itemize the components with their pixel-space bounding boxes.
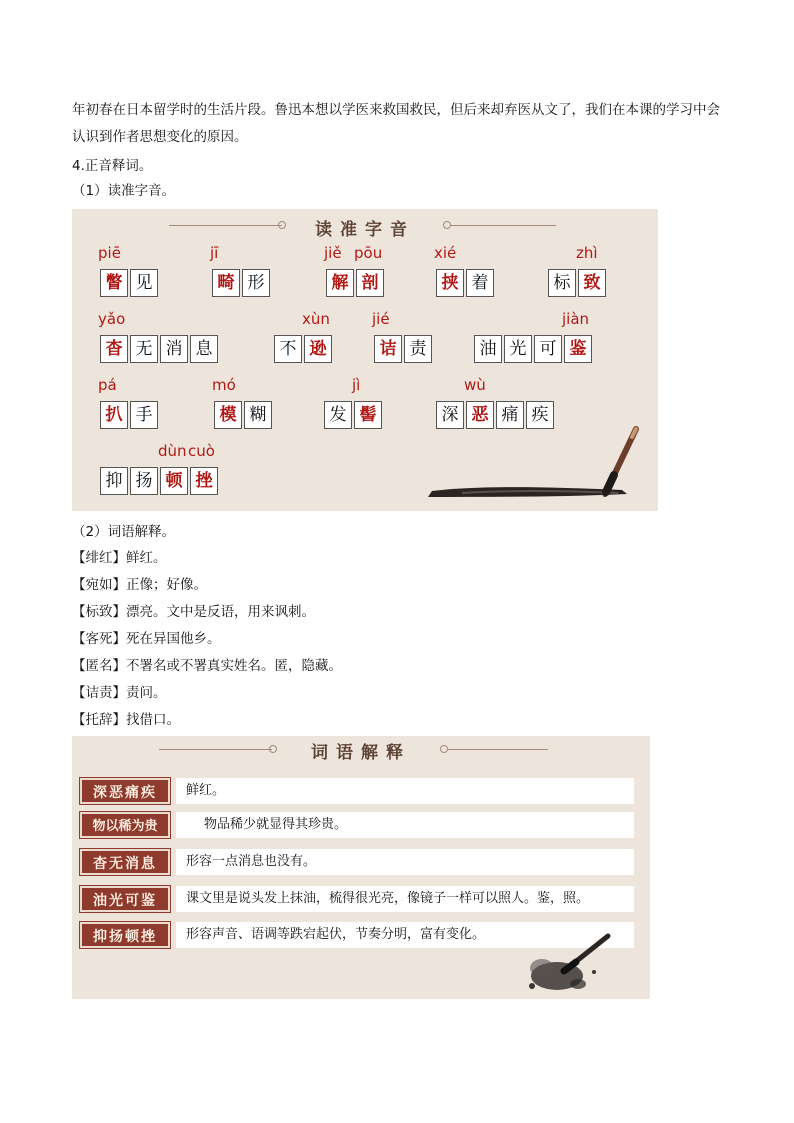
glossary-term: 【托辞】: [72, 712, 126, 728]
character-box: 无: [130, 335, 158, 363]
character-box: 可: [534, 335, 562, 363]
glossary-entry: [72, 575, 207, 595]
pinyin-label: mó: [212, 376, 236, 394]
character-box: 形: [242, 269, 270, 297]
term-label: 深恶痛疾: [80, 778, 170, 804]
pinyin-label: jī: [210, 244, 219, 262]
character-box: 标: [548, 269, 576, 297]
pinyin-label: pōu: [354, 244, 383, 262]
key-character-box: 鉴: [564, 335, 592, 363]
pinyin-label: xùn: [302, 310, 330, 328]
character-box: 见: [130, 269, 158, 297]
key-character-box: 致: [578, 269, 606, 297]
title-ornament-right: [443, 221, 451, 229]
glossary-term: 【诘责】: [72, 685, 126, 701]
term-definition: 课文里是说头发上抹油，梳得很光亮，像镜子一样可以照人。鉴，照。: [176, 886, 634, 912]
subsection-heading-2: （2）词语解释。: [72, 524, 176, 540]
key-character-box: 杳: [100, 335, 128, 363]
key-character-box: 髻: [354, 401, 382, 429]
title-rule-right: [451, 225, 556, 226]
pinyin-label: pá: [98, 376, 117, 394]
glossary-entry: [72, 683, 167, 703]
glossary-entry: [72, 656, 342, 676]
pinyin-label: xié: [434, 244, 457, 262]
character-box: 息: [190, 335, 218, 363]
character-box: 消: [160, 335, 188, 363]
glossary-definition: 不署名或不署真实姓名。匿，隐藏。: [126, 658, 342, 674]
key-character-box: 挫: [190, 467, 218, 495]
term-label: 物以稀为贵: [80, 812, 170, 838]
character-box: 深: [436, 401, 464, 429]
brush-icon: [422, 417, 658, 511]
title-ornament-right: [440, 745, 448, 753]
glossary-term: 【绯红】: [72, 550, 126, 566]
glossary-entry: [72, 629, 221, 649]
character-box: 痛: [496, 401, 524, 429]
glossary-term: 【客死】: [72, 631, 126, 647]
glossary-entry: [72, 710, 180, 730]
key-character-box: 瞥: [100, 269, 128, 297]
character-box: 不: [274, 335, 302, 363]
pinyin-label: jiě: [324, 244, 342, 262]
key-character-box: 诘: [374, 335, 402, 363]
explanation-panel: [72, 736, 650, 999]
glossary-term: 【匿名】: [72, 658, 126, 674]
section-heading: 4.正音释词。: [72, 158, 153, 174]
panel-title: 词语解释: [311, 743, 411, 763]
character-box: 扬: [130, 467, 158, 495]
glossary-entry: [72, 602, 315, 622]
glossary-entry: [72, 548, 167, 568]
glossary-term: 【标致】: [72, 604, 126, 620]
character-box: 油: [474, 335, 502, 363]
term-label: 油光可鉴: [80, 886, 170, 912]
term-label: 抑扬顿挫: [80, 922, 170, 948]
character-box: 糊: [244, 401, 272, 429]
key-character-box: 解: [326, 269, 354, 297]
glossary-definition: 死在异国他乡。: [126, 631, 221, 647]
title-rule-right: [448, 749, 548, 750]
pinyin-label: piē: [98, 244, 121, 262]
pinyin-label: yǎo: [98, 310, 126, 328]
pronunciation-panel: [72, 209, 658, 511]
glossary-term: 【宛如】: [72, 577, 126, 593]
key-character-box: 逊: [304, 335, 332, 363]
ink-brush-icon: [512, 926, 650, 999]
pinyin-label: zhì: [576, 244, 598, 262]
glossary-definition: 鲜红。: [126, 550, 167, 566]
glossary-definition: 正像；好像。: [126, 577, 207, 593]
character-box: 着: [466, 269, 494, 297]
intro-paragraph: 年初春在日本留学时的生活片段。鲁迅本想以学医来救国救民，但后来却弃医从文了，我们在本课的学习中会认识到作者思想变化的原因。: [72, 102, 720, 145]
pinyin-label: jié: [372, 310, 390, 328]
pinyin-label: cuò: [188, 442, 215, 460]
character-box: 光: [504, 335, 532, 363]
pinyin-label: jì: [352, 376, 361, 394]
pinyin-label: jiàn: [562, 310, 590, 328]
character-box: 疾: [526, 401, 554, 429]
key-character-box: 模: [214, 401, 242, 429]
key-character-box: 剖: [356, 269, 384, 297]
pinyin-label: dùn: [158, 442, 187, 460]
character-box: 抑: [100, 467, 128, 495]
key-character-box: 挟: [436, 269, 464, 297]
key-character-box: 扒: [100, 401, 128, 429]
glossary-definition: 漂亮。文中是反语，用来讽刺。: [126, 604, 315, 620]
panel-title: 读准字音: [315, 220, 415, 240]
term-definition: 形容一点消息也没有。: [176, 849, 634, 875]
term-definition: 物品稀少就显得其珍贵。: [176, 812, 634, 838]
key-character-box: 恶: [466, 401, 494, 429]
glossary-definition: 找借口。: [126, 712, 180, 728]
character-box: 责: [404, 335, 432, 363]
character-box: 手: [130, 401, 158, 429]
subsection-heading: （1）读准字音。: [72, 183, 176, 199]
key-character-box: 畸: [212, 269, 240, 297]
term-label: 杳无消息: [80, 849, 170, 875]
glossary-definition: 责问。: [126, 685, 167, 701]
term-definition: 鲜红。: [176, 778, 634, 804]
term-definition: 形容声音、语调等跌宕起伏，节奏分明，富有变化。: [176, 922, 634, 948]
pinyin-label: wù: [464, 376, 486, 394]
character-box: 发: [324, 401, 352, 429]
key-character-box: 顿: [160, 467, 188, 495]
